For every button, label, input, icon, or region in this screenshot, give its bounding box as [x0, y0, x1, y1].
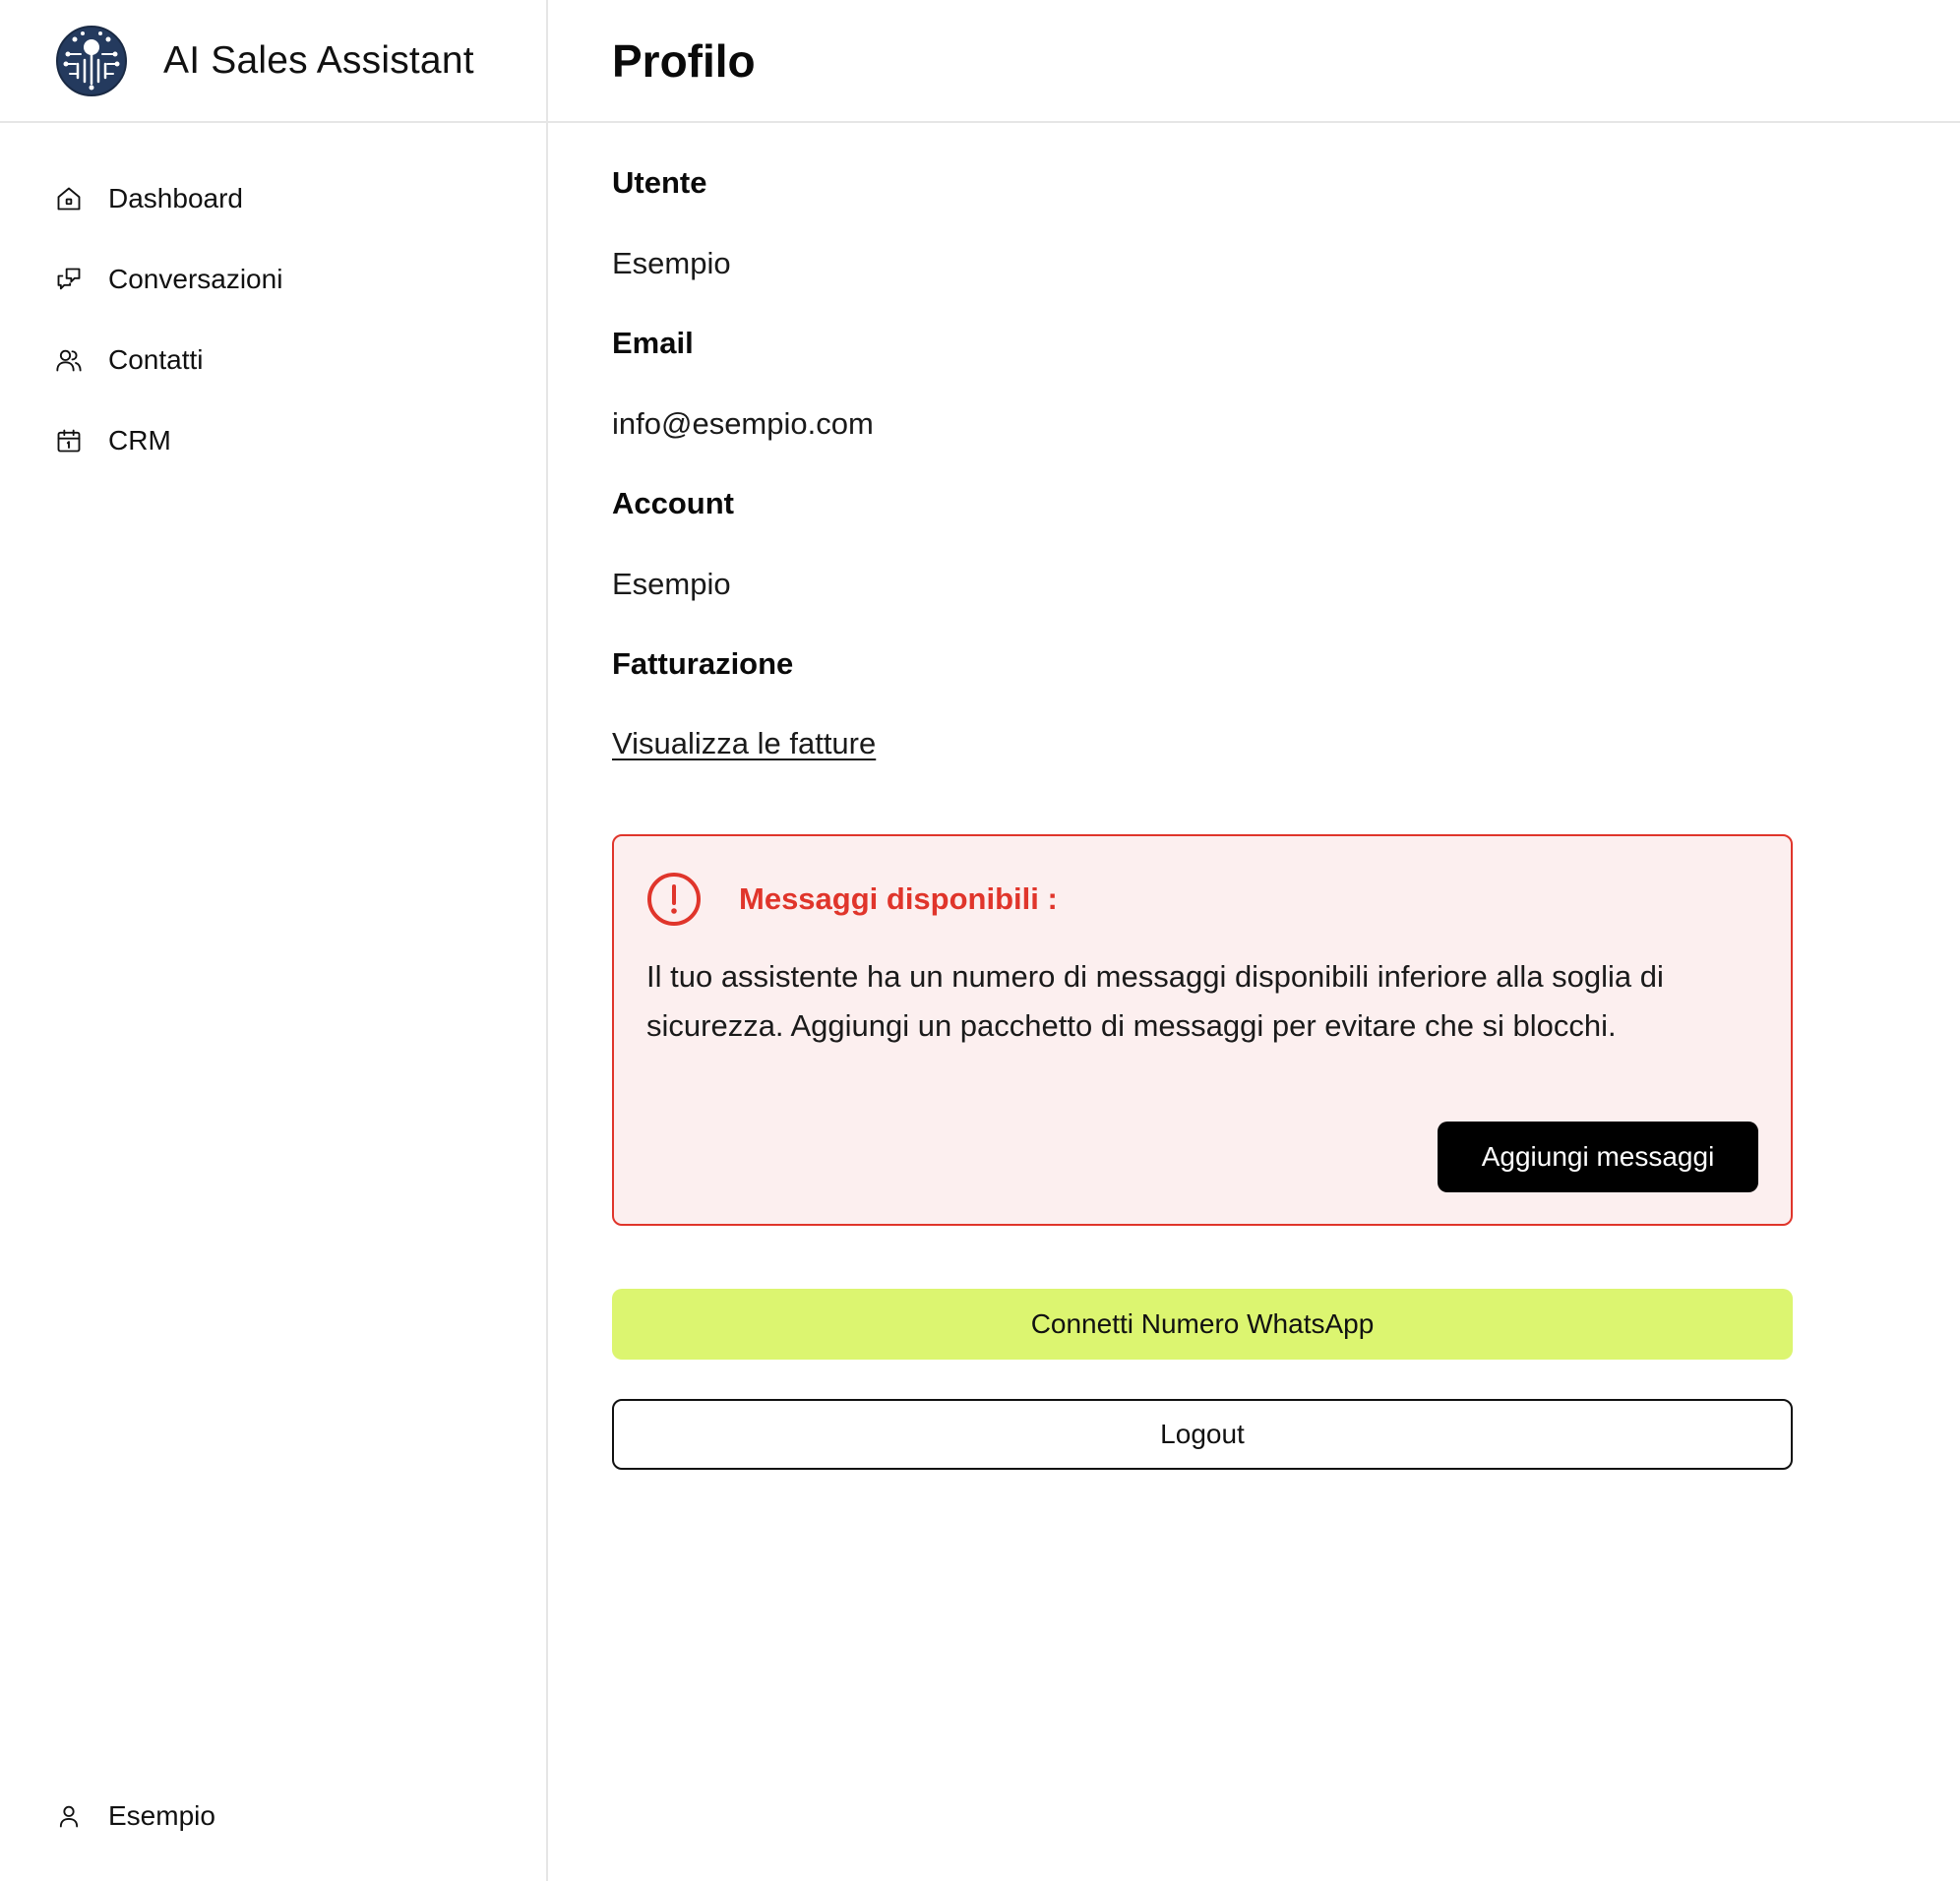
email-label: Email: [612, 326, 694, 360]
view-invoices-link[interactable]: Visualizza le fatture: [612, 726, 877, 760]
user-icon: [55, 1802, 83, 1830]
email-value: info@esempio.com: [612, 406, 874, 441]
sidebar-item-conversazioni[interactable]: [0, 239, 546, 320]
sidebar-nav: [0, 123, 546, 481]
add-messages-button[interactable]: Aggiungi messaggi: [1438, 1122, 1758, 1192]
sidebar-user[interactable]: [0, 1787, 546, 1846]
logout-button[interactable]: Logout: [612, 1399, 1793, 1470]
user-label: Utente: [612, 165, 707, 200]
user-value: Esempio: [612, 246, 731, 280]
connect-whatsapp-button[interactable]: Connetti Numero WhatsApp: [612, 1289, 1793, 1360]
app-name: AI Sales Assistant: [163, 38, 474, 82]
sidebar-user-name: Esempio: [108, 1800, 215, 1831]
alert-header: [646, 872, 1758, 927]
page-header: [548, 0, 1960, 123]
calendar-icon: [55, 427, 83, 455]
sidebar-item-dashboard[interactable]: [0, 158, 546, 239]
sidebar-item-label: CRM: [108, 425, 171, 455]
alert-message: Il tuo assistente ha un numero di messaggi disponibili inferiore alla soglia di sicurezza. Aggiungi un pacchetto di messaggi per evitare che si blocchi.: [646, 959, 1664, 1043]
ai-brain-logo: [55, 25, 128, 97]
sidebar-item-label: Dashboard: [108, 183, 243, 213]
alert-circle-icon: [646, 872, 702, 927]
account-label: Account: [612, 486, 734, 520]
chat-bubbles-icon: [55, 266, 83, 293]
billing-label: Fatturazione: [612, 646, 794, 681]
account-value: Esempio: [612, 567, 731, 601]
page-title: Profilo: [612, 34, 756, 87]
brand-header: [0, 0, 546, 123]
sidebar-item-contatti[interactable]: [0, 320, 546, 400]
sidebar-item-crm[interactable]: [0, 400, 546, 481]
messages-alert: [612, 834, 1793, 1226]
users-icon: [55, 346, 83, 374]
alert-title: Messaggi disponibili :: [739, 881, 1058, 916]
profile-section: [548, 123, 1793, 1470]
sidebar-item-label: Contatti: [108, 344, 204, 375]
main-content: [548, 0, 1960, 1881]
sidebar-item-label: Conversazioni: [108, 264, 283, 294]
home-icon: [55, 185, 83, 212]
sidebar: [0, 0, 548, 1881]
